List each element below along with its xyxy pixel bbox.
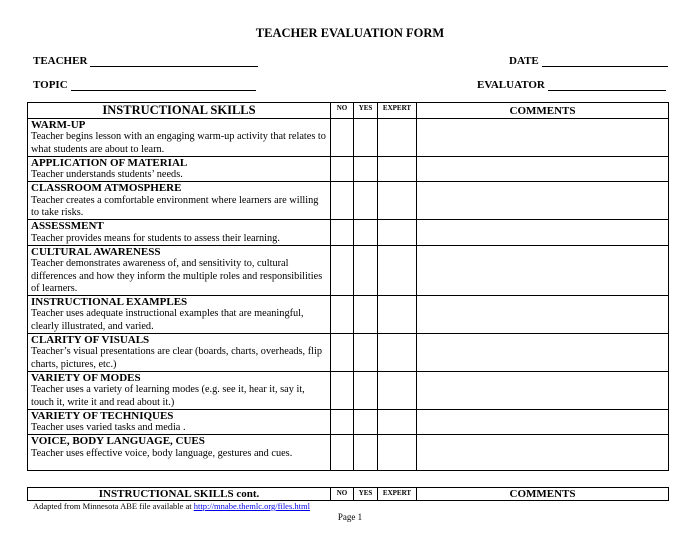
skill-name: CLASSROOM ATMOSPHERE [31,182,182,195]
skill-cell [28,220,331,246]
skill-cell [28,156,331,182]
comments-cell[interactable] [417,296,669,334]
evaluator-field [477,79,666,91]
skill-description: Teacher uses a variety of learning modes (e.g. see it, hear it, say it, touch it, write it and read about it.) [31,384,305,408]
no-cell[interactable] [331,296,354,334]
form-title: TEACHER EVALUATION FORM [255,26,445,40]
skill-description: Teacher uses adequate instructional examples that are meaningful, clearly illustrated, and varied. [31,308,304,332]
expert-cell[interactable] [378,119,417,157]
no-cell[interactable] [331,409,354,435]
skill-row [28,296,669,334]
evaluator-input-line[interactable] [548,80,666,91]
skill-name: CLARITY OF VISUALS [31,334,150,347]
comments-cell[interactable] [417,220,669,246]
skill-row [28,245,669,295]
source-link[interactable]: http://mnabe.themlc.org/files.html [193,501,310,511]
teacher-field [33,55,258,67]
expert-cell[interactable] [378,435,417,471]
yes-cell[interactable] [354,220,378,246]
skill-name: CULTURAL AWARENESS [31,245,161,258]
skill-row [28,371,669,409]
skill-row [28,156,669,182]
col-comments-header: COMMENTS [417,103,669,119]
comments-cell[interactable] [417,334,669,372]
no-cell[interactable] [331,371,354,409]
skill-cell [28,409,331,435]
skills-cont-header: INSTRUCTIONAL SKILLS cont. [28,488,331,501]
skill-cell [28,334,331,372]
skill-name: ASSESSMENT [31,220,104,233]
skill-row [28,220,669,246]
skill-description: Teacher provides means for students to assess their learning. [31,232,280,244]
comments-cell[interactable] [417,156,669,182]
skill-cell [28,371,331,409]
skill-description: Teacher creates a comfortable environment where learners are willing to take risks. [31,194,319,219]
yes-cell[interactable] [354,334,378,372]
no-cell[interactable] [331,245,354,295]
comments-cell[interactable] [417,371,669,409]
comments-cell[interactable] [417,182,669,220]
topic-field [33,79,256,91]
col-no-header-2: NO [331,488,354,501]
teacher-label: TEACHER [33,55,88,67]
expert-cell[interactable] [378,334,417,372]
skill-cell [28,296,331,334]
comments-cell[interactable] [417,435,669,471]
yes-cell[interactable] [354,371,378,409]
skill-description: Teacher demonstrates awareness of, and sensitivity to, cultural differences and how they inform the multiple roles and responsibilities of learners. [31,258,323,294]
expert-cell[interactable] [378,245,417,295]
skill-description: Teacher’s visual presentations are clear (boards, charts, overheads, flip charts, pictures, etc.) [31,346,322,370]
skill-row [28,182,669,220]
skill-row [28,435,669,471]
yes-cell[interactable] [354,156,378,182]
expert-cell[interactable] [378,409,417,435]
skills-table [27,102,669,471]
yes-cell[interactable] [354,296,378,334]
no-cell[interactable] [331,119,354,157]
col-expert-header: EXPERT [378,103,417,119]
yes-cell[interactable] [354,245,378,295]
yes-cell[interactable] [354,119,378,157]
no-cell[interactable] [331,182,354,220]
skill-cell [28,182,331,220]
skill-cell [28,119,331,157]
skills-header: INSTRUCTIONAL SKILLS [28,103,331,119]
skill-cell [28,435,331,471]
comments-cell[interactable] [417,409,669,435]
skill-description: Teacher understands students’ needs. [31,169,183,181]
expert-cell[interactable] [378,371,417,409]
yes-cell[interactable] [354,409,378,435]
evaluator-label: EVALUATOR [477,79,545,91]
no-cell[interactable] [331,435,354,471]
date-label: DATE [509,55,539,67]
skill-name: VARIETY OF TECHNIQUES [31,409,174,422]
skill-name: INSTRUCTIONAL EXAMPLES [31,296,188,309]
expert-cell[interactable] [378,182,417,220]
expert-cell[interactable] [378,156,417,182]
col-no-header: NO [331,103,354,119]
skill-name: VARIETY OF MODES [31,371,141,384]
comments-cell[interactable] [417,119,669,157]
col-expert-header-2: EXPERT [378,488,417,501]
skill-row [28,409,669,435]
col-yes-header-2: YES [354,488,378,501]
skills-table-cont [27,487,669,501]
date-input-line[interactable] [542,56,668,67]
skill-row [28,119,669,157]
comments-cell[interactable] [417,245,669,295]
skill-description: Teacher uses varied tasks and media . [31,422,186,434]
page-number: Page 1 [337,512,363,522]
no-cell[interactable] [331,334,354,372]
topic-label: TOPIC [33,79,68,91]
skill-name: VOICE, BODY LANGUAGE, CUES [31,435,205,448]
topic-input-line[interactable] [71,80,256,91]
date-field [509,55,668,67]
col-yes-header: YES [354,103,378,119]
col-comments-header-2: COMMENTS [417,488,669,501]
skill-description: Teacher begins lesson with an engaging warm-up activity that relates to what students are about to learn. [31,131,326,155]
teacher-input-line[interactable] [90,56,258,67]
skill-cell [28,245,331,295]
expert-cell[interactable] [378,296,417,334]
source-note-text: Adapted from Minnesota ABE file available at [33,501,194,511]
skill-name: APPLICATION OF MATERIAL [31,156,188,169]
no-cell[interactable] [331,220,354,246]
skill-name: WARM-UP [31,119,86,131]
skill-description: Teacher uses effective voice, body language, gestures and cues. [31,447,293,459]
yes-cell[interactable] [354,182,378,220]
source-note [33,501,310,511]
skill-row [28,334,669,372]
expert-cell[interactable] [378,220,417,246]
no-cell[interactable] [331,156,354,182]
yes-cell[interactable] [354,435,378,471]
